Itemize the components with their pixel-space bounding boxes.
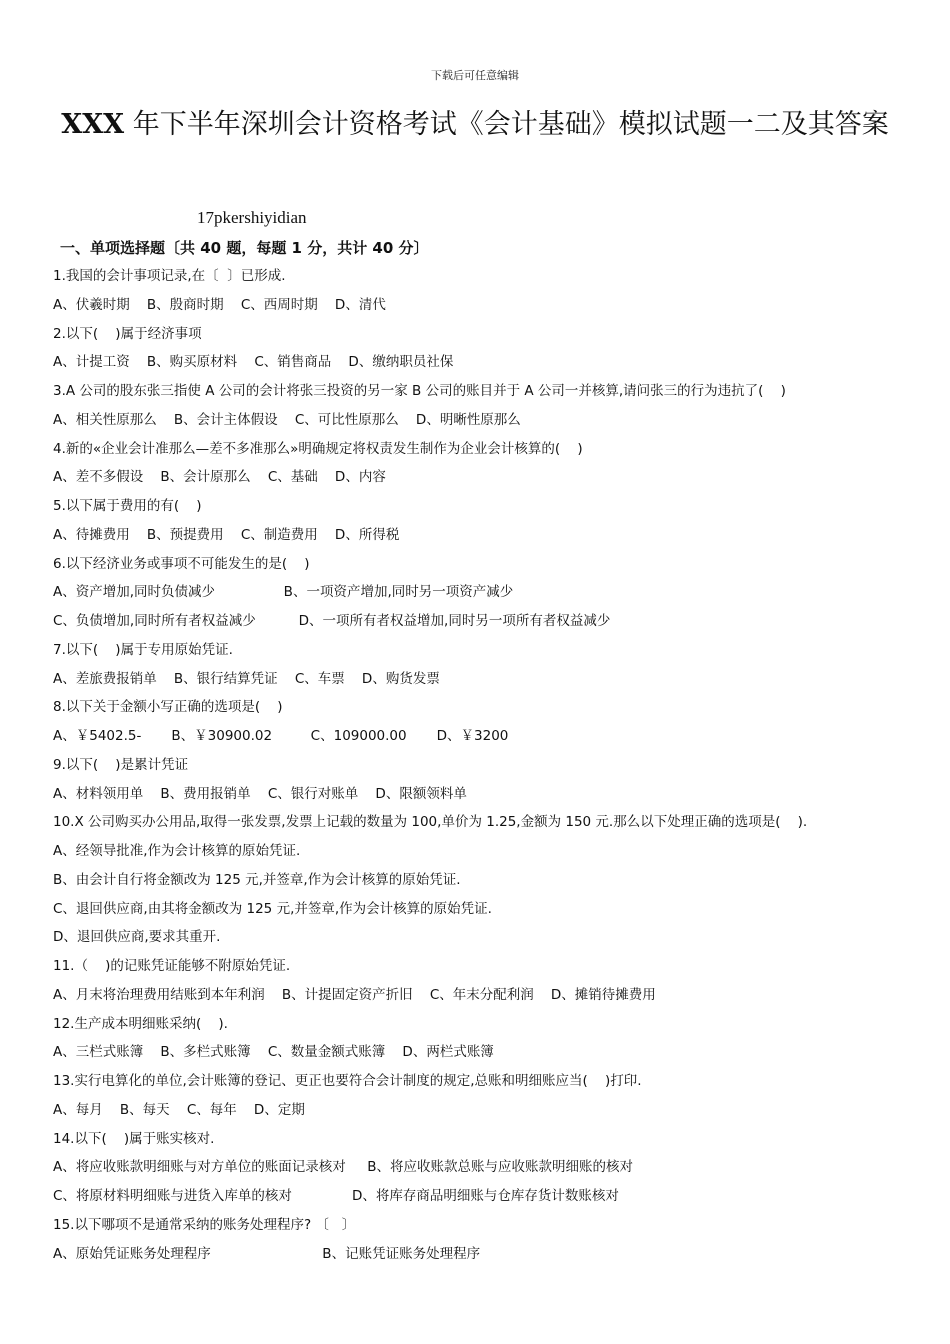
question-line: 2.以下( )属于经济事项: [53, 325, 202, 342]
answer-options-line: A、计提工资 B、购买原材料 C、销售商品 D、缴纳职员社保: [53, 354, 454, 371]
answer-options-line: A、待摊费用 B、预提费用 C、制造费用 D、所得税: [53, 526, 400, 543]
answer-options-line: D、退回供应商,要求其重开.: [53, 929, 221, 946]
question-line: 1.我国的会计事项记录,在〔 〕已形成.: [53, 268, 286, 284]
question-line: 14.以下( )属于账实核对.: [53, 1130, 215, 1147]
question-line: 8.以下关于金额小写正确的选项是( ): [53, 699, 283, 716]
page-title: [40, 96, 910, 154]
question-line: 6.以下经济业务或事项不可能发生的是( ): [53, 555, 310, 572]
question-line: 5.以下属于费用的有( ): [53, 498, 202, 514]
answer-options-line: A、￥5402.5- B、￥30900.02 C、109000.00 D、￥3200: [53, 728, 509, 744]
section-heading: 一、单项选择题〔共 40 题，每题 1 分，共计 40 分〕: [60, 239, 429, 257]
question-line: 13.实行电算化的单位,会计账簿的登记、更正也要符合会计制度的规定,总账和明细账应当( )打印.: [53, 1073, 642, 1089]
header-note: 下载后可任意编辑: [431, 69, 519, 82]
question-line: 11.（ )的记账凭证能够不附原始凭证.: [53, 958, 291, 974]
answer-options-line: A、经领导批准,作为会计核算的原始凭证.: [53, 843, 301, 859]
question-line: 15.以下哪项不是通常采纳的账务处理程序? 〔 〕: [53, 1216, 356, 1233]
answer-options-line: A、相关性原那么 B、会计主体假设 C、可比性原那么 D、明晰性原那么: [53, 411, 521, 428]
answer-options-line: A、材料领用单 B、费用报销单 C、银行对账单 D、限额领料单: [53, 785, 467, 802]
question-line: 3.A 公司的股东张三指使 A 公司的会计将张三投资的另一家 B 公司的账目并于 A 公司一并核算,请问张三的行为违抗了( ): [53, 383, 786, 399]
answer-options-line: C、退回供应商,由其将金额改为 125 元,并签章,作为会计核算的原始凭证.: [53, 900, 492, 917]
answer-options-line: A、差不多假设 B、会计原那么 C、基础 D、内容: [53, 469, 386, 486]
answer-options-line: A、将应收账款明细账与对方单位的账面记录核对 B、将应收账款总账与应收账款明细账的核对: [53, 1159, 633, 1176]
title-prefix: XXX: [61, 109, 125, 140]
question-line: 10.X 公司购买办公用品,取得一张发票,发票上记载的数量为 100,单价为 1.25,金额为 150 元.那么以下处理正确的选项是( ).: [53, 814, 808, 831]
title-rest: 年下半年深圳会计资格考试《会计基础》模拟试题一二及其答案: [124, 109, 889, 140]
answer-options-line: B、由会计自行将金额改为 125 元,并签章,作为会计核算的原始凭证.: [53, 871, 461, 888]
answer-options-line: A、资产增加,同时负债减少 B、一项资产增加,同时另一项资产减少: [53, 584, 514, 601]
subtitle: 17pkershiyidian: [197, 208, 307, 227]
answer-options-line: C、负债增加,同时所有者权益减少 D、一项所有者权益增加,同时另一项所有者权益减少: [53, 613, 611, 629]
question-line: 9.以下( )是累计凭证: [53, 756, 189, 773]
question-line: 7.以下( )属于专用原始凭证.: [53, 641, 233, 658]
answer-options-line: A、月末将治理费用结账到本年利润 B、计提固定资产折旧 C、年末分配利润 D、摊销待摊费用: [53, 986, 656, 1003]
answer-options-line: A、每月 B、每天 C、每年 D、定期: [53, 1101, 305, 1118]
question-line: 12.生产成本明细账采纳( ).: [53, 1015, 228, 1032]
answer-options-line: A、差旅费报销单 B、银行结算凭证 C、车票 D、购货发票: [53, 670, 440, 687]
question-list: [53, 262, 933, 1268]
answer-options-line: A、三栏式账簿 B、多栏式账簿 C、数量金额式账簿 D、两栏式账簿: [53, 1044, 494, 1061]
answer-options-line: A、原始凭证账务处理程序 B、记账凭证账务处理程序: [53, 1245, 481, 1262]
answer-options-line: A、伏羲时期 B、殷商时期 C、西周时期 D、清代: [53, 296, 386, 313]
answer-options-line: C、将原材料明细账与进货入库单的核对 D、将库存商品明细账与仓库存货计数账核对: [53, 1188, 619, 1204]
question-line: 4.新的«企业会计准那么—差不多准那么»明确规定将权责发生制作为企业会计核算的( ): [53, 440, 583, 457]
